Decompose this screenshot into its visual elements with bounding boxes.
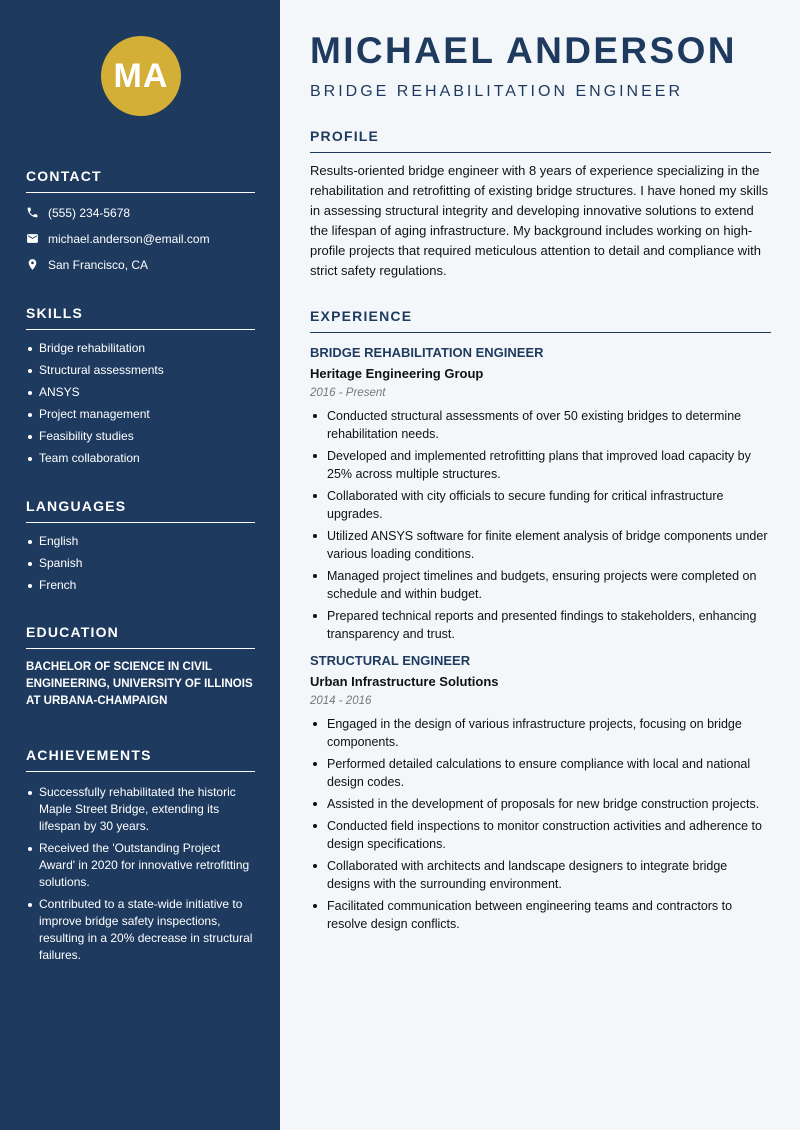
list-item: Assisted in the development of proposals for new bridge construction projects. <box>310 795 771 813</box>
contact-heading: CONTACT <box>26 168 255 193</box>
education-heading: EDUCATION <box>26 624 255 649</box>
list-item: Collaborated with city officials to secure funding for critical infrastructure upgrades. <box>310 487 771 523</box>
list-item: French <box>26 577 255 594</box>
experience-heading: EXPERIENCE <box>310 308 771 333</box>
languages-section <box>26 498 255 599</box>
list-item: Received the 'Outstanding Project Award' in 2020 for innovative retrofitting solutions. <box>26 840 255 891</box>
contact-location <box>26 252 255 278</box>
education-degree: BACHELOR OF SCIENCE IN CIVIL ENGINEERING, UNIVERSITY OF ILLINOIS AT URBANA-CHAMPAIGN <box>26 661 253 707</box>
experience-section <box>310 308 771 937</box>
job-bullets <box>310 407 771 643</box>
achievements-list <box>26 784 255 964</box>
list-item: Spanish <box>26 555 255 572</box>
list-item: Project management <box>26 406 255 423</box>
profile-heading: PROFILE <box>310 128 771 153</box>
contact-location-text: San Francisco, CA <box>48 258 149 272</box>
achievements-section <box>26 747 255 969</box>
list-item: Conducted structural assessments of over 50 existing bridges to determine rehabilitation needs. <box>310 407 771 443</box>
list-item: Prepared technical reports and presented findings to stakeholders, enhancing transparency and trust. <box>310 607 771 643</box>
candidate-name: MICHAEL ANDERSON <box>310 30 737 71</box>
candidate-role: BRIDGE REHABILITATION ENGINEER <box>310 83 684 100</box>
list-item: Structural assessments <box>26 362 255 379</box>
sidebar <box>0 0 280 1130</box>
contact-email[interactable] <box>26 226 255 252</box>
job-bullets <box>310 715 771 933</box>
languages-heading: LANGUAGES <box>26 498 255 523</box>
list-item: Performed detailed calculations to ensure compliance with local and national design codes. <box>310 755 771 791</box>
list-item: Collaborated with architects and landscape designers to integrate bridge designs with the surrounding environment. <box>310 857 771 893</box>
list-item: Conducted field inspections to monitor construction activities and adherence to design specifications. <box>310 817 771 853</box>
job-title: BRIDGE REHABILITATION ENGINEER <box>310 345 544 360</box>
avatar <box>101 36 181 116</box>
contact-phone-text: (555) 234-5678 <box>48 206 131 220</box>
list-item: Utilized ANSYS software for finite element analysis of bridge components under various loading conditions. <box>310 527 771 563</box>
phone-icon <box>26 206 40 220</box>
job-entry <box>310 653 771 933</box>
languages-list <box>26 533 255 594</box>
job-company: Heritage Engineering Group <box>310 366 484 381</box>
education-section <box>26 624 255 710</box>
profile-text: Results-oriented bridge engineer with 8 years of experience specializing in the rehabilitation and retrofitting of existing bridge structures. I have honed my skills in assessing structural integrity and developing innovative solutions to extend the lifespan of aging infrastructure. My background includes working on high-profile projects that required meticulous attention to detail and compliance with strict safety regulations. <box>310 163 769 278</box>
list-item: Managed project timelines and budgets, ensuring projects were completed on schedule and within budget. <box>310 567 771 603</box>
list-item: Bridge rehabilitation <box>26 340 255 357</box>
list-item: Team collaboration <box>26 450 255 467</box>
job-title: STRUCTURAL ENGINEER <box>310 653 471 668</box>
list-item: Successfully rehabilitated the historic Maple Street Bridge, extending its lifespan by 30 years. <box>26 784 255 835</box>
list-item: Feasibility studies <box>26 428 255 445</box>
job-dates: 2014 - 2016 <box>310 695 372 707</box>
avatar-initials: MA <box>113 56 169 95</box>
skills-heading: SKILLS <box>26 305 255 330</box>
profile-section <box>310 128 771 281</box>
list-item: Engaged in the design of various infrastructure projects, focusing on bridge components. <box>310 715 771 751</box>
job-company: Urban Infrastructure Solutions <box>310 674 499 689</box>
list-item: Contributed to a state-wide initiative to improve bridge safety inspections, resulting in a 20% decrease in structural failures. <box>26 896 255 964</box>
contact-section <box>26 168 255 278</box>
main-content <box>280 0 800 1130</box>
list-item: Facilitated communication between engineering teams and contractors to resolve design conflicts. <box>310 897 771 933</box>
job-entry <box>310 345 771 643</box>
list-item: ANSYS <box>26 384 255 401</box>
email-icon <box>26 232 40 246</box>
list-item: English <box>26 533 255 550</box>
job-dates: 2016 - Present <box>310 387 386 399</box>
contact-email-text: michael.anderson@email.com <box>48 232 210 246</box>
achievements-heading: ACHIEVEMENTS <box>26 747 255 772</box>
skills-list <box>26 340 255 467</box>
list-item: Developed and implemented retrofitting plans that improved load capacity by 25% across multiple structures. <box>310 447 771 483</box>
contact-phone[interactable] <box>26 200 255 226</box>
location-pin-icon <box>26 258 40 272</box>
skills-section <box>26 305 255 472</box>
